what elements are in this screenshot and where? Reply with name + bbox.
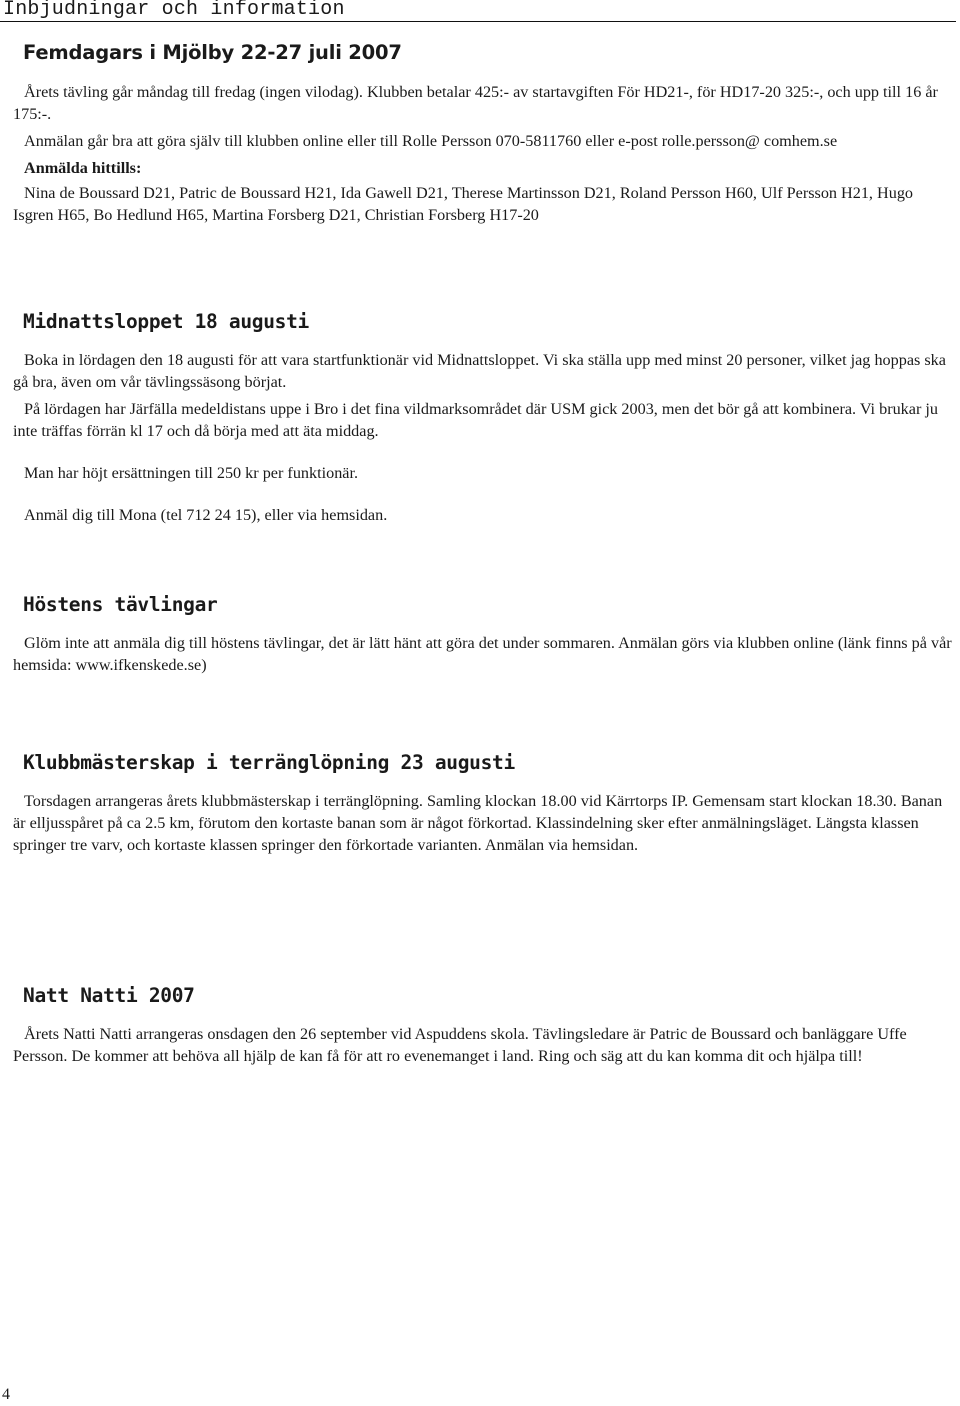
section-heading: Midnattsloppet 18 augusti xyxy=(23,310,310,333)
section-midnattsloppet xyxy=(0,309,956,526)
section-klubbmasterskap xyxy=(0,750,956,856)
paragraph: På lördagen har Järfälla medeldistans uppe i Bro i det fina vildmarksområdet där USM gick 2003, men det bör gå att kombinera. Vi brukar ju inte träffas förrän kl 17 och då börja med att äta middag. xyxy=(13,400,938,440)
paragraph: Årets tävling går måndag till fredag (ingen vilodag). Klubben betalar 425:- av startavgiften För HD21-, för HD17-20 325:-, och upp till 16 år 175:-. xyxy=(13,83,938,123)
paragraph: Anmäl dig till Mona (tel 712 24 15), eller via hemsidan. xyxy=(24,506,388,524)
paragraph: Anmälan går bra att göra själv till klubben online eller till Rolle Persson 070-5811760 eller e-post rolle.persson@ comhem.se xyxy=(24,132,838,150)
section-natt-natti xyxy=(0,983,956,1067)
section-hostens-tavlingar xyxy=(0,592,956,676)
section-heading: Höstens tävlingar xyxy=(23,593,218,616)
page-header xyxy=(0,0,956,22)
paragraph: Glöm inte att anmäla dig till höstens tävlingar, det är lätt hänt att göra det under sommaren. Anmälan görs via klubben online (länk finns på vår hemsida: www.ifkenskede.se) xyxy=(13,634,952,674)
section-heading: Klubbmästerskap i terränglöpning 23 augusti xyxy=(23,751,515,774)
paragraph: Torsdagen arrangeras årets klubbmästerskap i terränglöpning. Samling klockan 18.00 vid Kärrtorps IP. Gemensam start klockan 18.30. Banan är elljusspåret på ca 2.5 km, förutom den kortaste banan som är något förkortad. Klassindelning sker efter anmälningsläget. Längsta klassen springer tre varv, och kortaste klassen springer den förkortade varianten. Anmälan via hemsidan. xyxy=(13,792,943,854)
section-femdagars xyxy=(0,40,956,226)
registered-label: Anmälda hittills: xyxy=(24,159,142,177)
paragraph: Årets Natti Natti arrangeras onsdagen den 26 september vid Aspuddens skola. Tävlingsledare är Patric de Boussard och banläggare Uffe Persson. De kommer att behöva all hjälp de kan få för att ro evenemanget i land. Ring och säg att du kan komma dit och hjälpa till! xyxy=(13,1025,907,1065)
page-number: 4 xyxy=(2,1386,10,1403)
header-title: Inbjudningar och information xyxy=(3,0,345,21)
section-heading: Natt Natti 2007 xyxy=(23,984,195,1007)
paragraph: Boka in lördagen den 18 augusti för att vara startfunktionär vid Midnattsloppet. Vi ska ställa upp med minst 20 personer, vilket jag hoppas ska gå bra, även om vår tävlingssäsong börjat. xyxy=(13,351,946,391)
paragraph: Man har höjt ersättningen till 250 kr per funktionär. xyxy=(24,464,359,482)
section-heading: Femdagars i Mjölby 22-27 juli 2007 xyxy=(23,41,402,64)
registered-list: Nina de Boussard D21, Patric de Boussard H21, Ida Gawell D21, Therese Martinsson D21, Roland Persson H60, Ulf Persson H21, Hugo Isgren H65, Bo Hedlund H65, Martina Forsberg D21, Christian Forsberg H17-20 xyxy=(13,184,914,224)
